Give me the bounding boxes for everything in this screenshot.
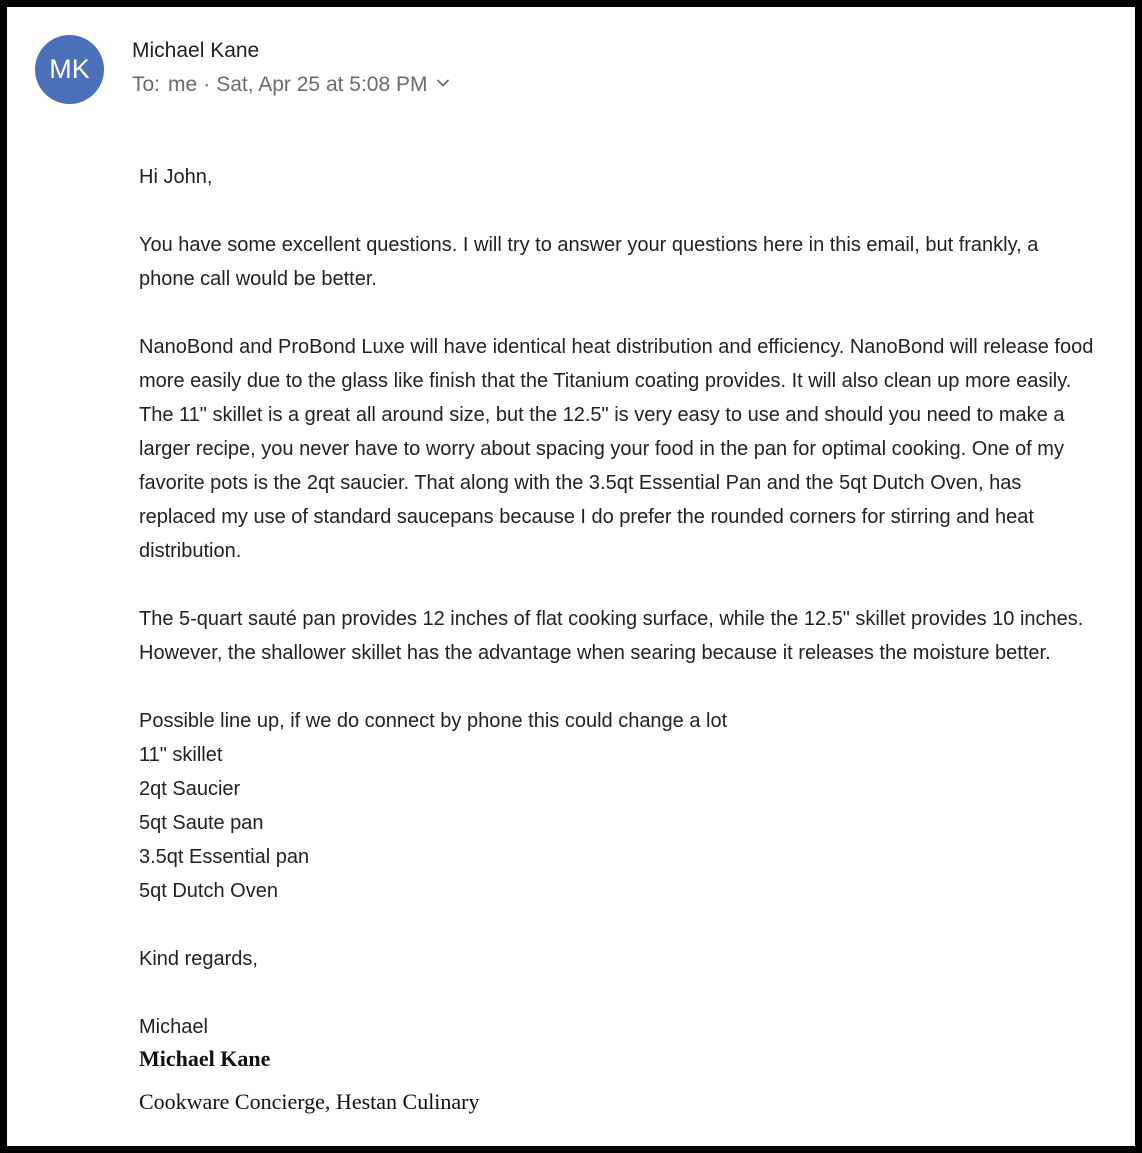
recipient-date-line [132,73,450,97]
list-item: 3.5qt Essential pan [139,846,310,868]
signature-title: Cookware Concierge, Hestan Culinary [139,1089,480,1114]
signature-name: Michael Kane [139,1046,271,1071]
body-paragraph: NanoBond and ProBond Luxe will have identical heat distribution and efficiency. NanoBond will release food more easily due to the glass like finish that the Titanium coating provides. It will also clean up more easily. The 11" skillet is a great all around size, but the 12.5" is very easy to use and should you need to make a larger recipe, you never have to worry about spacing your food in the pan for optimal cooking. One of my favorite pots is the 2qt saucier. That along with the 3.5qt Essential Pan and the 5qt Dutch Oven, has replaced my use of standard saucepans because I do prefer the rounded corners for stirring and heat distribution. [139,336,1094,562]
email-body [139,160,1099,1078]
chevron-down-icon[interactable] [436,76,450,90]
avatar-initials: MK [49,54,90,84]
closing: Kind regards, [139,948,258,970]
sent-date: Sat, Apr 25 at 5:08 PM [216,73,428,96]
lineup-list [139,738,1099,908]
sender-name[interactable]: Michael Kane [132,39,260,62]
to-label: To: [132,73,161,96]
list-item: 5qt Dutch Oven [139,880,278,902]
list-item: 2qt Saucier [139,778,241,800]
recipient: me [168,73,198,96]
body-paragraph: The 5-quart sauté pan provides 12 inches of flat cooking surface, while the 12.5" skillet provides 10 inches. However, the shallower skillet has the advantage when searing because it releases the moisture better. [139,608,1084,664]
lineup-intro: Possible line up, if we do connect by phone this could change a lot [139,710,728,732]
avatar[interactable] [35,35,104,104]
list-item: 11" skillet [139,744,223,766]
body-paragraph: You have some excellent questions. I will try to answer your questions here in this email, but frankly, a phone call would be better. [139,234,1039,290]
closing-name: Michael [139,1016,208,1038]
greeting: Hi John, [139,166,213,188]
meta-separator: · [203,73,211,96]
list-item: 5qt Saute pan [139,812,264,834]
